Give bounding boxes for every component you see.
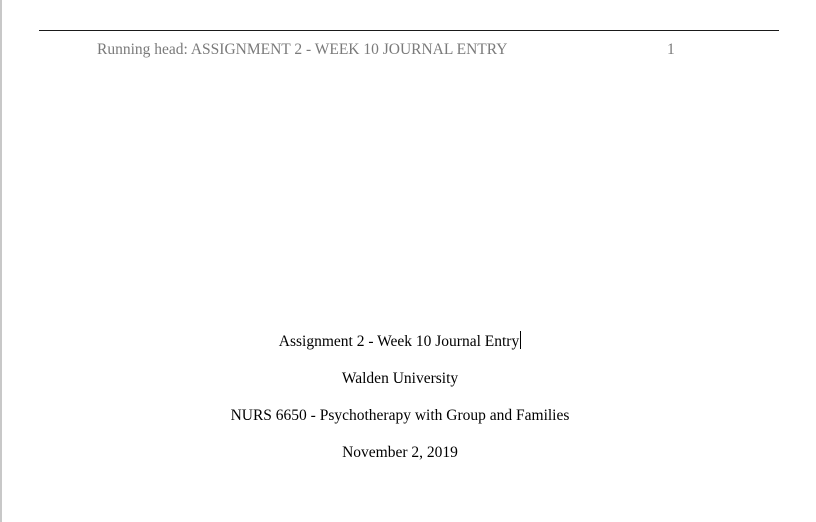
header-rule — [39, 30, 779, 31]
title-block — [0, 330, 800, 478]
paper-title: Assignment 2 - Week 10 Journal Entry — [278, 333, 520, 350]
running-head[interactable]: Running head: ASSIGNMENT 2 - WEEK 10 JOURNAL ENTRY — [97, 41, 508, 58]
course-line[interactable]: NURS 6650 - Psychotherapy with Group and Families — [230, 407, 570, 424]
date-line[interactable]: November 2, 2019 — [342, 444, 458, 461]
institution-line[interactable]: Walden University — [341, 370, 459, 387]
page-number[interactable]: 1 — [667, 41, 675, 58]
paper-title-line[interactable] — [0, 330, 800, 367]
text-cursor — [520, 331, 521, 349]
